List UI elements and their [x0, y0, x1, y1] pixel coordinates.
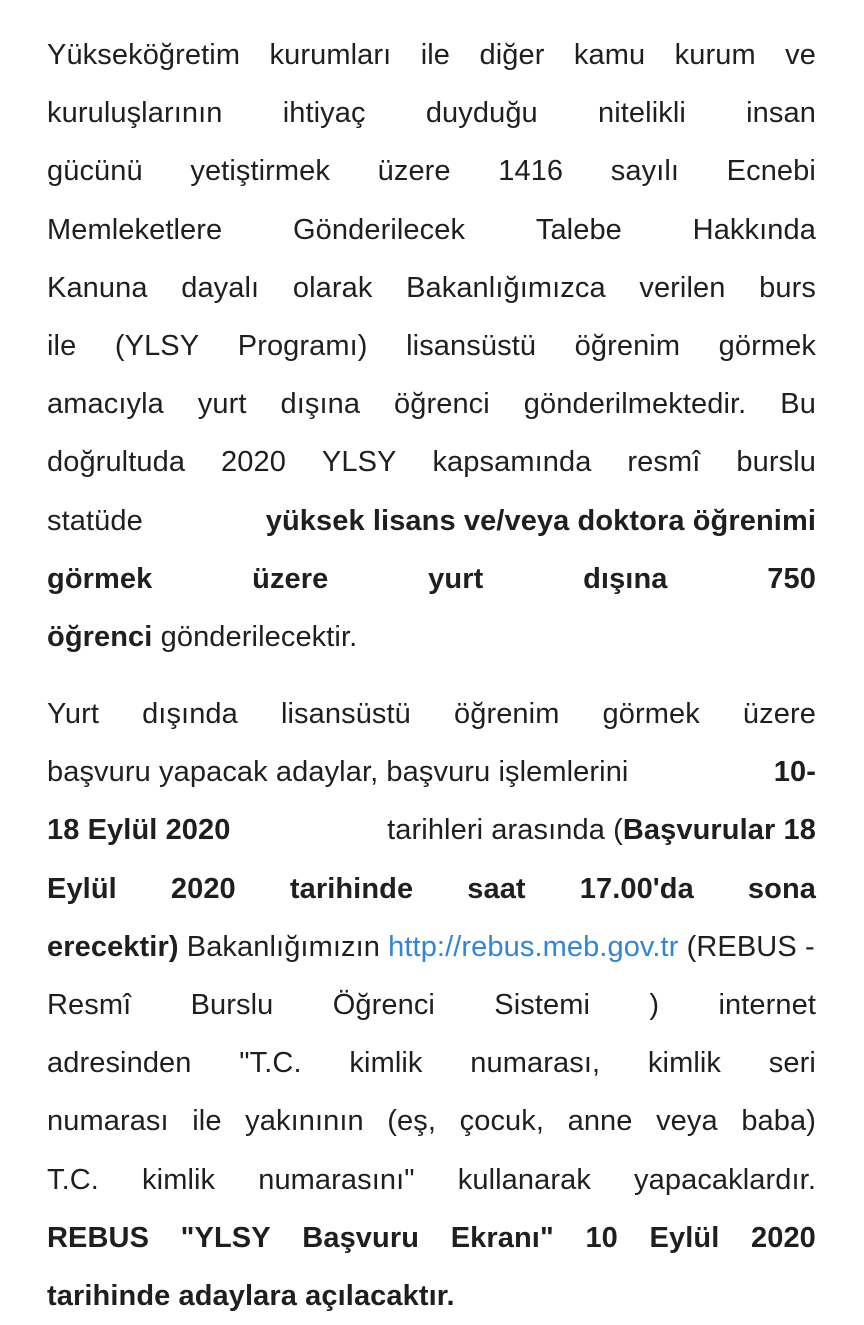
p1-line-2-word-3: duyduğu [425, 97, 538, 130]
p2-line-7 [47, 1034, 816, 1092]
p1-line-5-word-3: olarak [292, 271, 373, 304]
p1-line-10-word-1: görmek [47, 562, 153, 595]
p1-line-6 [47, 317, 816, 375]
p2-line2-bold: 10- [773, 756, 816, 789]
p2-line3-bold2: Başvurular 18 [622, 814, 816, 847]
p2-line5-plain: Bakanlığımızın [186, 930, 380, 963]
p2-line-1-word-6: üzere [742, 698, 816, 731]
p2-line-1 [47, 685, 816, 743]
p1-line-4-word-3: Talebe [535, 213, 622, 246]
p1-line-5-word-4: Bakanlığımızca [406, 271, 606, 304]
p2-line-7-word-3: kimlik [349, 1047, 423, 1080]
p1-line-2-word-5: insan [746, 97, 816, 130]
p1-line-1-word-1: Yükseköğretim [47, 39, 241, 71]
p1-line-10-word-2: üzere [252, 562, 329, 595]
p1-line-3 [47, 142, 816, 200]
p2-line-7-word-6: seri [768, 1047, 816, 1080]
p1-line-3-word-5: sayılı [610, 155, 680, 188]
p2-line-7-word-2: "T.C. [239, 1047, 302, 1080]
p1-line-5-word-6: burs [759, 271, 816, 304]
p1-line-3-word-1: gücünü [47, 155, 143, 188]
article-body [47, 26, 816, 1325]
p2-line-9-word-4: kullanarak [457, 1163, 591, 1196]
p1-line-5-word-5: verilen [639, 271, 726, 304]
p1-line-3-word-3: üzere [377, 155, 451, 188]
p2-line-4-word-2: 2020 [170, 872, 236, 905]
p1-line-1-word-6: kurum [674, 39, 756, 71]
p2-line-4 [47, 860, 816, 918]
p2-line-8-word-8: baba) [741, 1105, 816, 1138]
p1-line-6-word-3: Programı) [237, 329, 368, 362]
p1-line-7-word-6: Bu [780, 388, 816, 421]
p2-line2-plain: başvuru yapacak adaylar, başvuru işlemlerini [47, 756, 629, 789]
p2-line-7-word-4: numarası, [470, 1047, 601, 1080]
p1-line9-bold: yüksek lisans ve/veya doktora öğrenimi [265, 504, 816, 537]
p1-line-7 [47, 375, 816, 433]
p1-line-2-word-4: nitelikli [598, 97, 686, 130]
p2-line-10 [47, 1209, 816, 1267]
p1-line11-plain: gönderilecektir. [160, 620, 358, 653]
p1-line-10-word-5: 750 [767, 562, 816, 595]
p2-line-8-word-2: ile [192, 1105, 222, 1138]
p1-line-4-word-1: Memleketlere [47, 213, 223, 246]
p2-line-10-word-1: REBUS [47, 1221, 150, 1254]
p2-line-5 [47, 918, 864, 976]
p1-line-7-word-4: öğrenci [394, 388, 490, 421]
p2-line-6-word-5: ) [649, 989, 660, 1021]
p2-line-10-word-7: 2020 [751, 1221, 816, 1254]
p2-line-11 [47, 1267, 816, 1325]
p1-line-8-word-6: burslu [736, 446, 816, 479]
p1-line-8-word-1: doğrultuda [47, 446, 186, 479]
p1-line-6-word-1: ile [47, 329, 77, 362]
p2-line3-plain-text: tarihleri arasında ( [387, 814, 623, 847]
p2-line-9-word-3: numarasını" [258, 1163, 415, 1196]
p2-line-10-word-3: Başvuru [302, 1221, 420, 1254]
p1-line-3-word-2: yetiştirmek [190, 155, 331, 188]
rebus-link[interactable]: http://rebus.meb.gov.tr [388, 930, 679, 963]
p2-line-1-word-3: lisansüstü [280, 698, 411, 731]
p2-line-4-word-1: Eylül [47, 872, 117, 905]
p1-line-8-word-3: YLSY [321, 446, 397, 479]
p2-line-6-word-2: Burslu [190, 989, 274, 1021]
p2-line-8 [47, 1092, 816, 1150]
p1-line-7-word-5: gönderilmektedir. [523, 388, 747, 421]
p2-line3-bold: 18 Eylül 2020 [47, 814, 231, 847]
p2-line-9 [47, 1151, 816, 1209]
p1-line-3-word-4: 1416 [498, 155, 564, 188]
p1-line-10 [47, 550, 816, 608]
p2-line-8-word-6: anne [567, 1105, 633, 1138]
p1-line-5-word-1: Kanuna [47, 271, 148, 304]
p2-line-1-word-2: dışında [142, 698, 238, 731]
p2-line-6-word-3: Öğrenci [332, 989, 435, 1021]
p1-line11-bold: öğrenci [47, 620, 153, 653]
p1-line-4 [47, 201, 816, 259]
p1-line-3-word-6: Ecnebi [726, 155, 816, 188]
p2-line3-plain [387, 801, 816, 859]
p1-line-2-word-2: ihtiyaç [282, 97, 366, 130]
p2-line-1-word-5: görmek [602, 698, 700, 731]
p2-line-9-word-2: kimlik [142, 1163, 216, 1196]
p2-line-8-word-1: numarası [47, 1105, 169, 1138]
p1-line-4-word-2: Gönderilecek [293, 213, 466, 246]
p2-line-4-word-6: sona [747, 872, 816, 905]
p2-line-7-word-1: adresinden [47, 1047, 192, 1080]
p1-line-6-word-5: öğrenim [574, 329, 681, 362]
p1-line9-plain: statüde [47, 504, 143, 537]
p2-line-9-word-1: T.C. [47, 1163, 99, 1196]
p1-line-10-word-4: dışına [583, 562, 668, 595]
p2-line-2 [47, 743, 816, 801]
p1-line-1-word-5: kamu [573, 39, 646, 71]
p1-line-1-word-7: ve [785, 39, 816, 71]
p1-line-8-word-2: 2020 [221, 446, 286, 479]
p2-line-7-word-5: kimlik [647, 1047, 722, 1080]
p2-line-6 [47, 976, 816, 1034]
p2-line11-bold: tarihinde adaylara açılacaktır. [47, 1279, 455, 1312]
p1-line-7-word-1: amacıyla [47, 388, 164, 421]
p1-line-7-word-2: yurt [197, 388, 247, 421]
p2-line-6-word-1: Resmî [47, 989, 132, 1021]
p2-line-10-word-5: 10 [585, 1221, 618, 1254]
p2-line-4-word-5: 17.00'da [579, 872, 694, 905]
p1-line-8-word-4: kapsamında [432, 446, 592, 479]
p1-line-11 [47, 608, 816, 666]
p1-line-10-word-3: yurt [428, 562, 484, 595]
p2-line-10-word-6: Eylül [649, 1221, 720, 1254]
p2-line-6-word-4: Sistemi [494, 989, 591, 1021]
p2-line-6-word-6: internet [718, 989, 816, 1021]
p1-line-8 [47, 433, 816, 491]
p1-line-1 [47, 26, 816, 84]
p1-line-7-word-3: dışına [280, 388, 361, 421]
p1-line-1-word-4: diğer [479, 39, 545, 71]
p1-line-2-word-1: kuruluşlarının [47, 97, 223, 130]
p1-line-1-word-2: kurumları [269, 39, 392, 71]
p1-line-2 [47, 84, 816, 142]
p2-line-1-word-4: öğrenim [453, 698, 560, 731]
p1-line-6-word-4: lisansüstü [406, 329, 537, 362]
p1-line-9 [47, 492, 816, 550]
p2-line-1-word-1: Yurt [47, 698, 99, 731]
p1-line-5 [47, 259, 816, 317]
p1-line-1-word-3: ile [420, 39, 451, 71]
p2-line-8-word-7: veya [656, 1105, 718, 1138]
p2-line-4-word-3: tarihinde [289, 872, 414, 905]
p2-line-4-word-4: saat [467, 872, 526, 905]
p2-line-10-word-4: Ekranı" [450, 1221, 554, 1254]
p2-line-10-word-2: "YLSY [180, 1221, 271, 1254]
p1-line-6-word-6: görmek [718, 329, 816, 362]
p2-line-8-word-5: çocuk, [459, 1105, 545, 1138]
p2-line-9-word-5: yapacaklardır. [634, 1163, 816, 1196]
p1-line-8-word-5: resmî [627, 446, 701, 479]
p2-line-8-word-4: (eş, [387, 1105, 437, 1138]
p2-line5-bold: erecektir) [47, 930, 179, 963]
p2-line-3 [47, 801, 816, 859]
p1-line-4-word-4: Hakkında [692, 213, 816, 246]
p1-line-6-word-2: (YLSY [114, 329, 200, 362]
p2-line-8-word-3: yakınının [245, 1105, 364, 1138]
p2-line5-tail: (REBUS - [686, 930, 815, 963]
p1-line-5-word-2: dayalı [181, 271, 260, 304]
